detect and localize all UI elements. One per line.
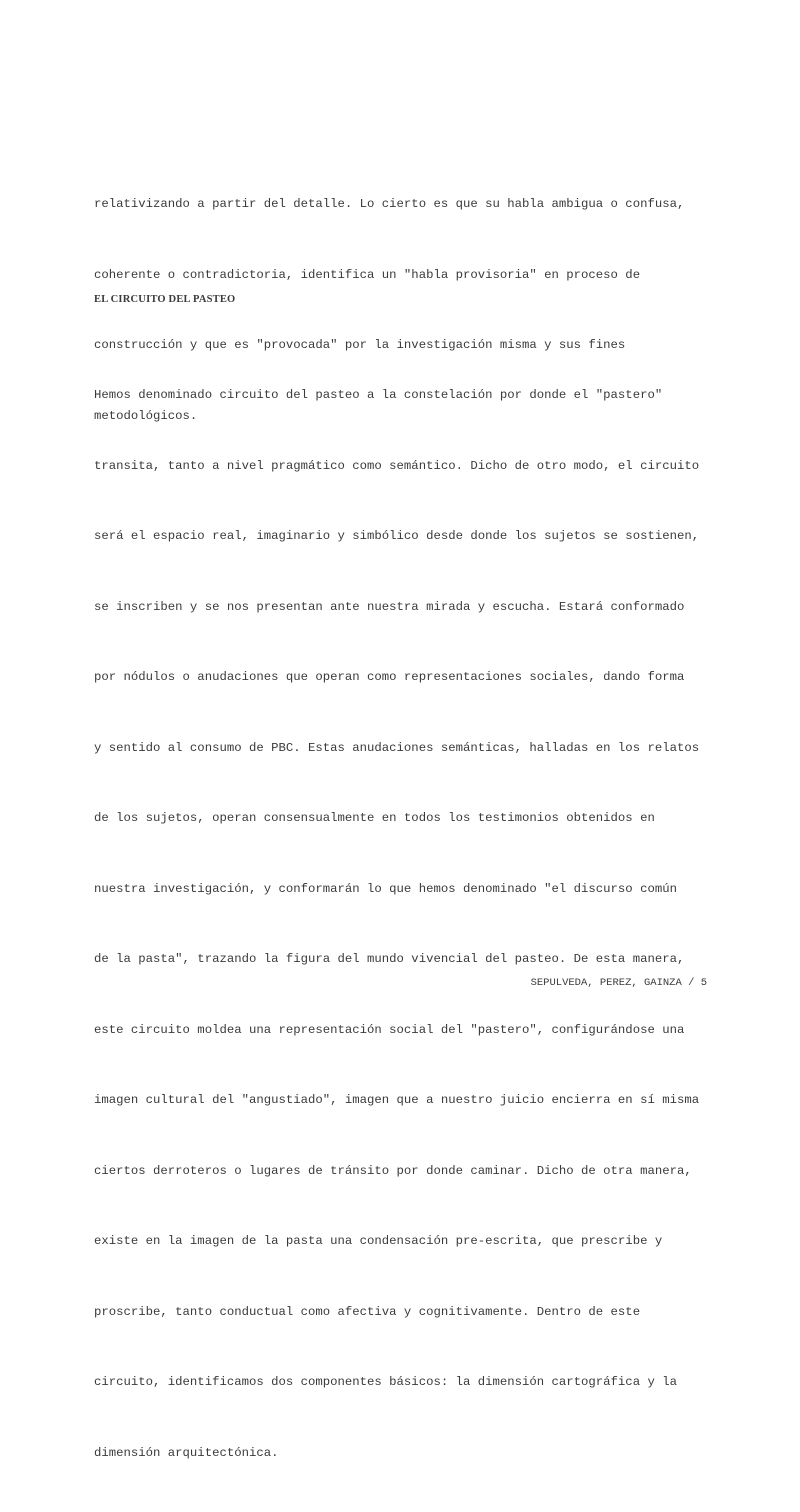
page-footer: SEPULVEDA, PEREZ, GAINZA / 5 xyxy=(530,977,707,989)
text-line: relativizando a partir del detalle. Lo cierto es que su habla ambigua o confusa, xyxy=(94,197,685,211)
text-line: y sentido al consumo de PBC. Estas anudaciones semánticas, halladas en los relatos xyxy=(94,740,700,755)
text-line: existe en la imagen de la pasta una condensación pre-escrita, que prescribe y xyxy=(94,1234,663,1248)
text-line: dimensión arquitectónica. xyxy=(94,1445,279,1460)
section-paragraph xyxy=(94,337,714,1512)
text-line: de la pasta", trazando la figura del mundo vivencial del pasteo. De esta manera, xyxy=(94,952,685,966)
text-line: este circuito moldea una representación social del "pastero", configurándose una xyxy=(94,1022,685,1037)
text-line: construcción y que es "provocada" por la investigación misma y sus fines xyxy=(94,338,626,352)
text-line: se inscriben y se nos presentan ante nuestra mirada y escucha. Estará conformado xyxy=(94,599,685,614)
text-line: coherente o contradictoria, identifica un "habla provisoria" en proceso de xyxy=(94,267,641,282)
text-line: transita, tanto a nivel pragmático como semántico. Dicho de otro modo, el circuito xyxy=(94,458,700,473)
section-heading: EL CIRCUITO DEL PASTEO xyxy=(94,294,236,305)
text-line: imagen cultural del "angustiado", imagen que a nuestro juicio encierra en sí misma xyxy=(94,1093,700,1107)
text-line: circuito, identificamos dos componentes básicos: la dimensión cartográfica y la xyxy=(94,1375,677,1389)
text-line: proscribe, tanto conductual como afectiva y cognitivamente. Dentro de este xyxy=(94,1304,641,1319)
text-line: ciertos derroteros o lugares de tránsito por donde caminar. Dicho de otra manera, xyxy=(94,1163,692,1178)
text-line: de los sujetos, operan consensualmente en todos los testimonios obtenidos en xyxy=(94,811,655,825)
text-line: metodológicos. xyxy=(94,408,198,423)
text-line: Hemos denominado circuito del pasteo a la constelación por donde el "pastero" xyxy=(94,388,663,402)
text-line: será el espacio real, imaginario y simbólico desde donde los sujetos se sostienen, xyxy=(94,529,700,543)
text-line: por nódulos o anudaciones que operan como representaciones sociales, dando forma xyxy=(94,670,685,684)
text-line: nuestra investigación, y conformarán lo que hemos denominado "el discurso común xyxy=(94,881,677,896)
